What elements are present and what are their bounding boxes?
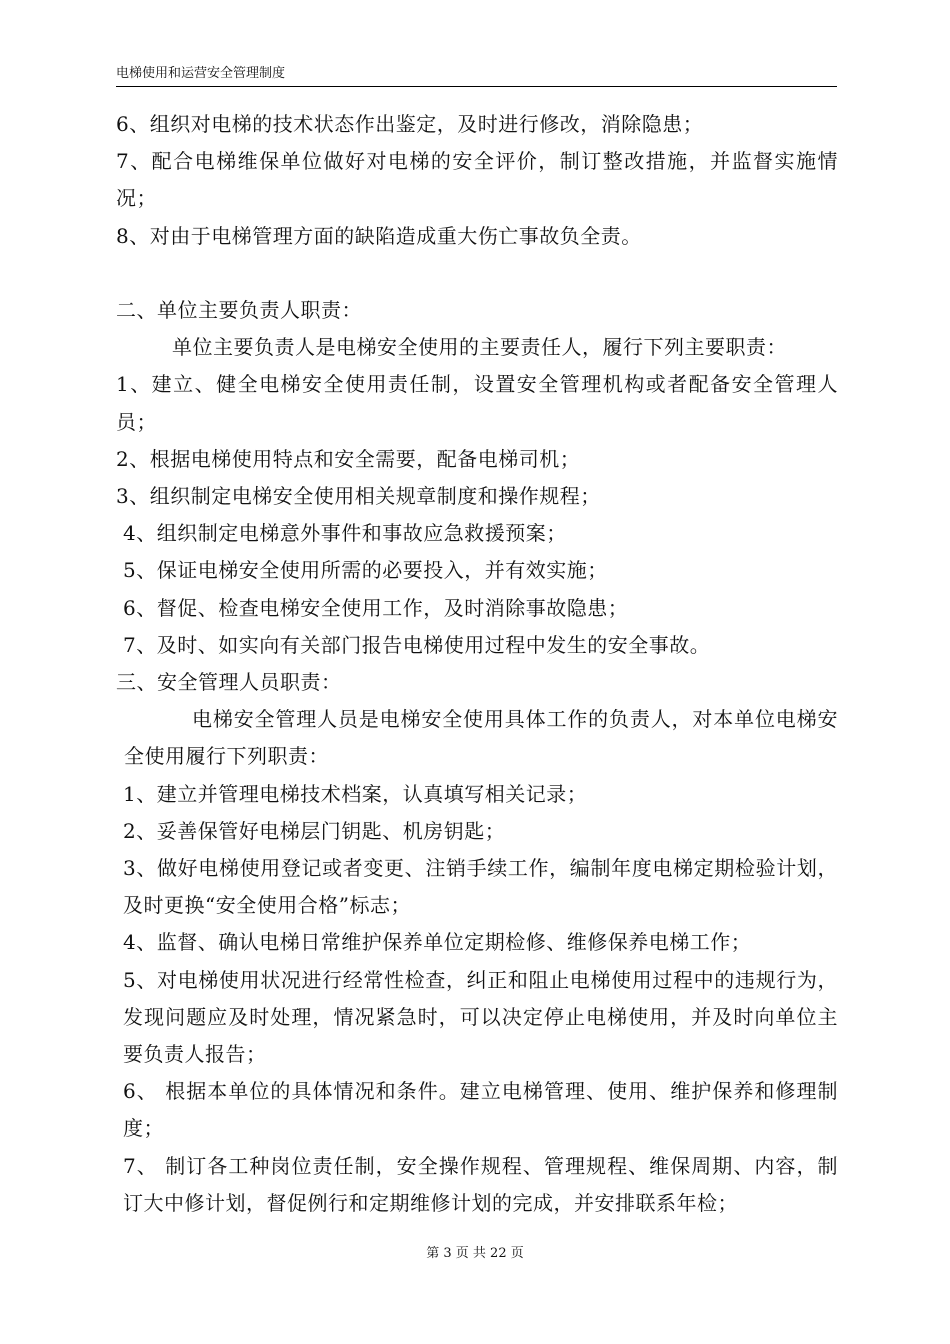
page-header <box>116 66 837 87</box>
page-footer: 第 3 页 共 22 页 <box>426 1246 524 1261</box>
paragraph: 6、督促、检查电梯安全使用工作，及时消除事故隐患； <box>123 595 629 620</box>
paragraph: 5、对电梯使用状况进行经常性检查，纠正和阻止电梯使用过程中的违规行为，发现问题应及时处理，情况紧急时，可以决定停止电梯使用，并及时向单位主要负责人报告； <box>123 967 838 1067</box>
paragraph: 2、根据电梯使用特点和安全需要，配备电梯司机； <box>116 446 581 471</box>
paragraph: 单位主要负责人是电梯安全使用的主要责任人，履行下列主要职责： <box>172 335 787 360</box>
paragraph: 7、及时、如实向有关部门报告电梯使用过程中发生的安全事故。 <box>123 632 711 657</box>
paragraph: 1、建立、健全电梯安全使用责任制，设置安全管理机构或者配备安全管理人员； <box>116 372 838 434</box>
blank-line <box>116 255 838 292</box>
paragraph: 7、配合电梯维保单位做好对电梯的安全评价，制订整改措施，并监督实施情况； <box>116 149 838 211</box>
paragraph: 7、 制订各工种岗位责任制，安全操作规程、管理规程、维保周期、内容，制订大中修计划，督促例行和定期维修计划的完成，并安排联系年检； <box>123 1153 838 1215</box>
paragraph: 二、单位主要负责人职责： <box>116 298 362 322</box>
paragraph: 3、做好电梯使用登记或者变更、注销手续工作，编制年度电梯定期检验计划，及时更换“安全使用合格”标志； <box>123 856 838 918</box>
paragraph: 4、组织制定电梯意外事件和事故应急救援预案； <box>123 521 567 546</box>
paragraph: 三、安全管理人员职责： <box>116 670 342 695</box>
paragraph: 2、妥善保管好电梯层门钥匙、机房钥匙； <box>123 818 506 843</box>
paragraph: 3、组织制定电梯安全使用相关规章制度和操作规程； <box>116 484 601 509</box>
header-title: 电梯使用和运营安全管理制度 <box>116 66 286 81</box>
paragraph: 8、对由于电梯管理方面的缺陷造成重大伤亡事故负全责。 <box>116 223 642 248</box>
paragraph: 1、建立并管理电梯技术档案，认真填写相关记录； <box>123 781 588 806</box>
paragraph: 6、组织对电梯的技术状态作出鉴定，及时进行修改，消除隐患； <box>116 112 704 136</box>
paragraph: 5、保证电梯安全使用所需的必要投入，并有效实施； <box>123 558 608 583</box>
paragraph: 电梯安全管理人员是电梯安全使用具体工作的负责人，对本单位电梯安全使用履行下列职责： <box>124 707 838 769</box>
paragraph: 6、 根据本单位的具体情况和条件。建立电梯管理、使用、维护保养和修理制度； <box>123 1079 838 1141</box>
paragraph: 4、监督、确认电梯日常维护保养单位定期检修、维修保养电梯工作； <box>123 930 752 955</box>
document-body <box>116 106 838 1222</box>
